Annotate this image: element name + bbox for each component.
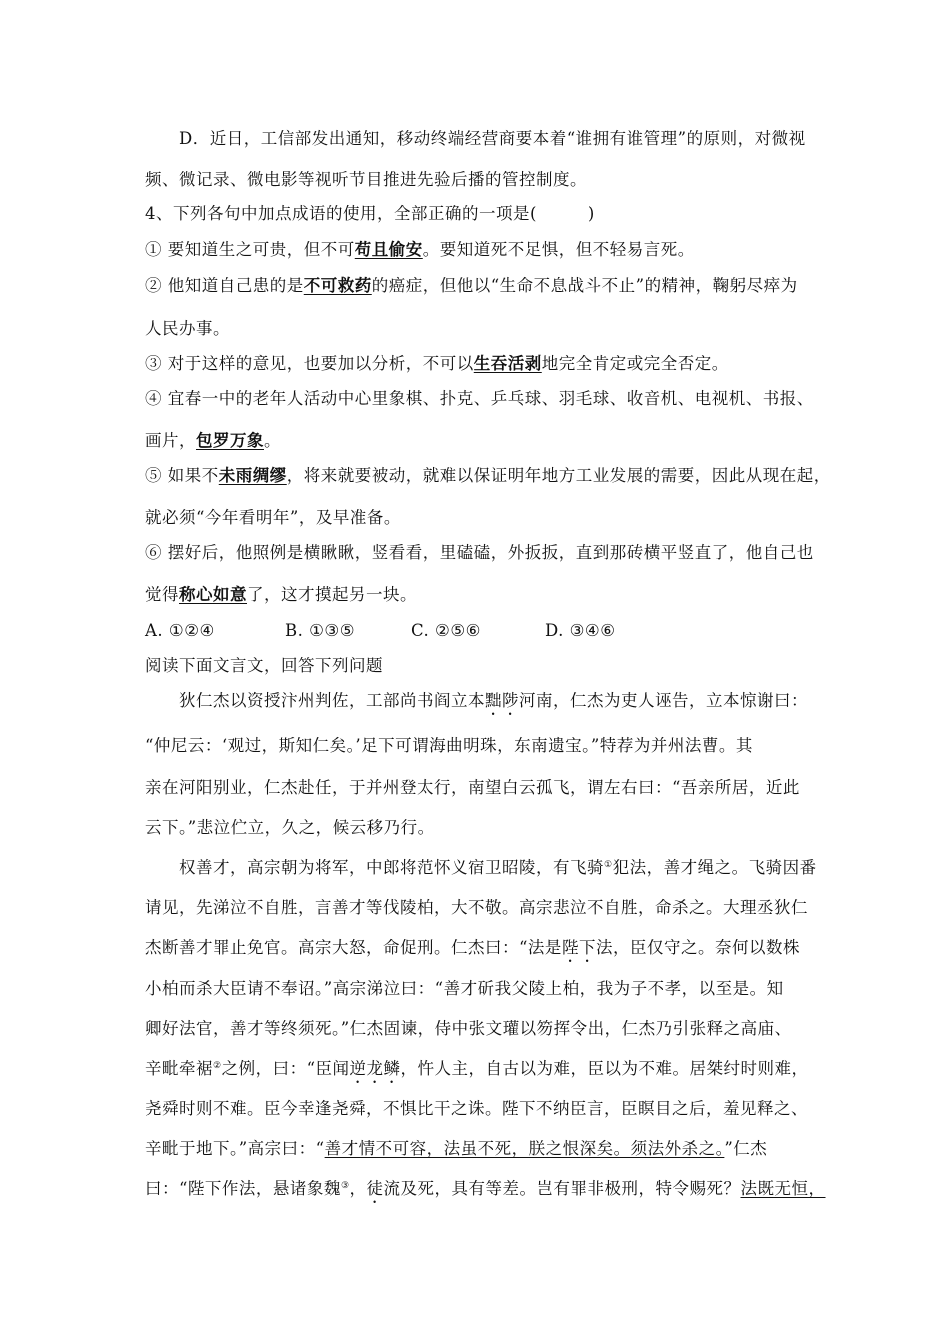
q4-stem: 4、下列各句中加点成语的使用，全部正确的一项是( ): [145, 204, 595, 223]
underlined-sentence: 善才情不可容，法虽不死，朕之恨深矣。须法外杀之。: [324, 1139, 725, 1158]
reading-instruction: 阅读下面文言文，回答下列问题: [145, 656, 383, 675]
passage-2-line-9: 曰：“陛下作法，悬诸象魏③，徒流及死，具有等差。岂有罪非极刑，特令赐死？法既无恒，: [145, 1179, 826, 1198]
q4-option-b: B. ①③⑤: [285, 621, 355, 640]
passage-2-line-7: 尧舜时则不难。臣今幸逢尧舜，不惧比干之诛。陛下不纳臣言，臣瞑目之后，羞见释之、: [145, 1099, 808, 1118]
q4-idiom-4: 包罗万象: [196, 431, 264, 450]
q4-sentence-6-cont: 觉得称心如意了，这才摸起另一块。: [145, 585, 417, 604]
passage-2-line-2: 请见，先涕泣不自胜，言善才等伐陵柏，大不敬。高宗悲泣不自胜，命杀之。大理丞狄仁: [145, 898, 808, 917]
dotted-word: 逆龙鳞: [349, 1059, 401, 1078]
q4-idiom-1: 苟且偷安: [354, 240, 423, 259]
q4-option-a: A. ①②④: [145, 621, 215, 640]
passage-2-line-4: 小柏而杀大臣请不奉诏。”高宗涕泣曰：“善才斫我父陵上柏，我为子不孝，以至是。知: [145, 979, 784, 998]
q4-sentence-3: ③ 对于这样的意见，也要加以分析，不可以生吞活剥地完全肯定或完全否定。: [145, 354, 729, 373]
dotted-word: 黜陟: [485, 691, 519, 710]
passage-1-line-4: 云下。”悲泣伫立，久之，候云移乃行。: [145, 818, 435, 837]
footnote-marker: ②: [213, 1061, 222, 1071]
q4-options: [145, 620, 616, 642]
q4-sentence-2: ② 他知道自己患的是不可救药的癌症，但他以“生命不息战斗不止”的精神，鞠躬尽瘁为: [145, 276, 798, 295]
q4-option-c: C. ②⑤⑥: [411, 621, 481, 640]
passage-1-line-3: 亲在河阳别业，仁杰赴任，于并州登太行，南望白云孤飞，谓左右曰：“吾亲所居，近此: [145, 778, 800, 797]
passage-2-line-6: 辛毗牵裾②之例，曰：“臣闻逆龙鳞，忤人主，自古以为难，臣以为不难。居桀纣时则难，: [145, 1059, 809, 1078]
q3-option-d-line-1: D．近日，工信部发出通知，移动终端经营商要本着“谁拥有谁管理”的原则，对微视: [179, 129, 806, 148]
q4-option-d: D. ③④⑥: [545, 621, 616, 640]
q4-idiom-5: 未雨绸缪: [218, 466, 287, 485]
q4-sentence-4: ④ 宜春一中的老年人活动中心里象棋、扑克、乒乓球、羽毛球、收音机、电视机、书报、: [145, 389, 814, 408]
q4-sentence-5: ⑤ 如果不未雨绸缪，将来就要被动，就难以保证明年地方工业发展的需要，因此从现在起，: [145, 466, 831, 485]
passage-2-line-1: 权善才，高宗朝为将军，中郎将范怀义宿卫昭陵，有飞骑①犯法，善才绳之。飞骑因番: [179, 858, 817, 877]
q3-option-d-line-2: 频、微记录、微电影等视听节目推进先验后播的管控制度。: [145, 170, 587, 189]
q4-sentence-5-cont: 就必须“今年看明年”，及早准备。: [145, 508, 401, 527]
q4-idiom-2: 不可救药: [303, 276, 372, 295]
q4-sentence-1: ① 要知道生之可贵，但不可苟且偷安。要知道死不足惧，但不轻易言死。: [145, 240, 695, 259]
passage-2-line-5: 卿好法官，善才等终须死。”仁杰固谏，侍中张文瓘以笏挥令出，仁杰乃引张释之高庙、: [145, 1019, 792, 1038]
passage-1-line-1: 狄仁杰以资授汴州判佐，工部尚书阎立本黜陟河南，仁杰为吏人诬告，立本惊谢曰：: [179, 691, 808, 710]
q4-idiom-6: 称心如意: [179, 585, 247, 604]
dotted-word: 徒: [366, 1179, 384, 1198]
q4-sentence-6: ⑥ 摆好后，他照例是横瞅瞅，竖看看，里磕磕，外扳扳，直到那砖横平竖直了，他自己也: [145, 543, 814, 562]
footnote-marker: ①: [604, 860, 613, 870]
q4-sentence-2-cont: 人民办事。: [145, 319, 230, 338]
q4-sentence-4-cont: 画片，包罗万象。: [145, 431, 281, 450]
footnote-marker: ③: [340, 1181, 350, 1191]
passage-2-line-3: 杰断善才罪止免官。高宗大怒，命促刑。仁杰曰：“法是陛下法，臣仅守之。奈何以数株: [145, 938, 800, 957]
passage-1-line-2: “仲尼云：‘观过，斯知仁矣。’足下可谓海曲明珠，东南遗宝。”特荐为并州法曹。其: [145, 736, 753, 755]
q4-idiom-3: 生吞活剥: [473, 354, 542, 373]
passage-2-line-8: 辛毗于地下。”高宗曰：“善才情不可容，法虽不死，朕之恨深矣。须法外杀之。”仁杰: [145, 1139, 768, 1158]
underlined-sentence: 法既无恒，: [740, 1179, 826, 1198]
dotted-word: 陛下: [561, 938, 596, 957]
